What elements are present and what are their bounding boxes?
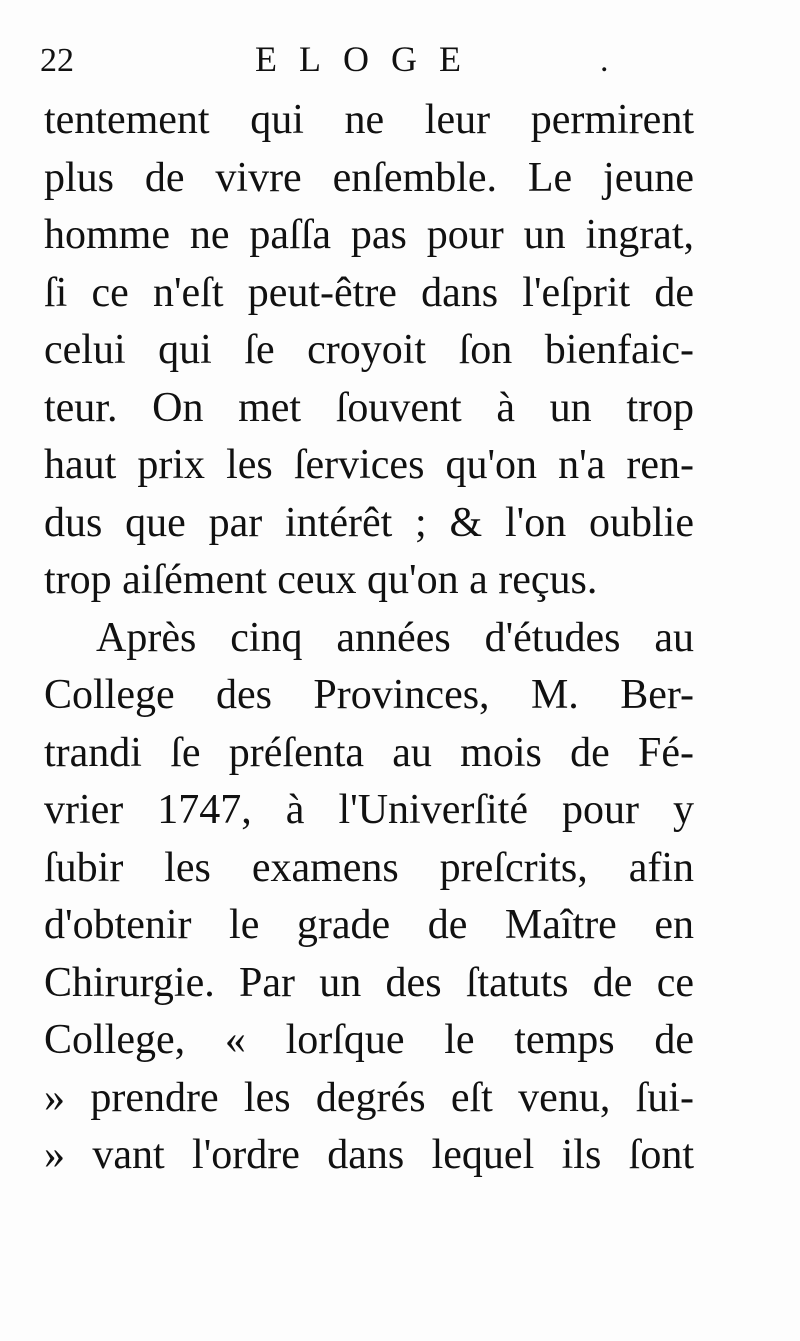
text-line: teur. On met ſouvent à un trop: [44, 384, 694, 431]
text-line: haut prix les ſervices qu'on n'a ren-: [44, 442, 694, 488]
text-line: homme ne paſſa pas pour un ingrat,: [44, 212, 694, 258]
text-line: College, « lorſque le temps de: [44, 1017, 694, 1063]
body-text: [44, 92, 694, 1185]
text-line: dus que par intérêt ; & l'on oublie: [44, 499, 694, 546]
running-title: ELOGE: [255, 39, 483, 79]
text-line: Chirurgie. Par un des ſtatuts de ce: [44, 959, 694, 1006]
text-line: celui qui ſe croyoit ſon bienfaic-: [44, 327, 694, 373]
text-line: » prendre les degrés eſt venu, ſui-: [44, 1074, 694, 1121]
text-line: ſubir les examens preſcrits, afin: [44, 844, 694, 891]
text-line: trandi ſe préſenta au mois de Fé-: [44, 729, 694, 776]
header-mark: .: [600, 42, 609, 79]
text-line: ſi ce n'eſt peut-être dans l'eſprit de: [44, 269, 694, 316]
text-line: trop aiſément ceux qu'on a reçus.: [44, 557, 598, 603]
text-line: vrier 1747, à l'Univerſité pour y: [44, 787, 694, 833]
page-header: [40, 38, 680, 88]
text-line: d'obtenir le grade de Maître en: [44, 902, 694, 948]
text-line: » vant l'ordre dans lequel ils ſont: [44, 1132, 694, 1178]
page-number: 22: [40, 42, 74, 79]
text-line: plus de vivre enſemble. Le jeune: [44, 154, 694, 201]
text-line: tentement qui ne leur permirent: [44, 97, 694, 143]
text-line: Après cinq années d'études au: [96, 614, 694, 661]
text-line: College des Provinces, M. Ber-: [44, 672, 694, 718]
